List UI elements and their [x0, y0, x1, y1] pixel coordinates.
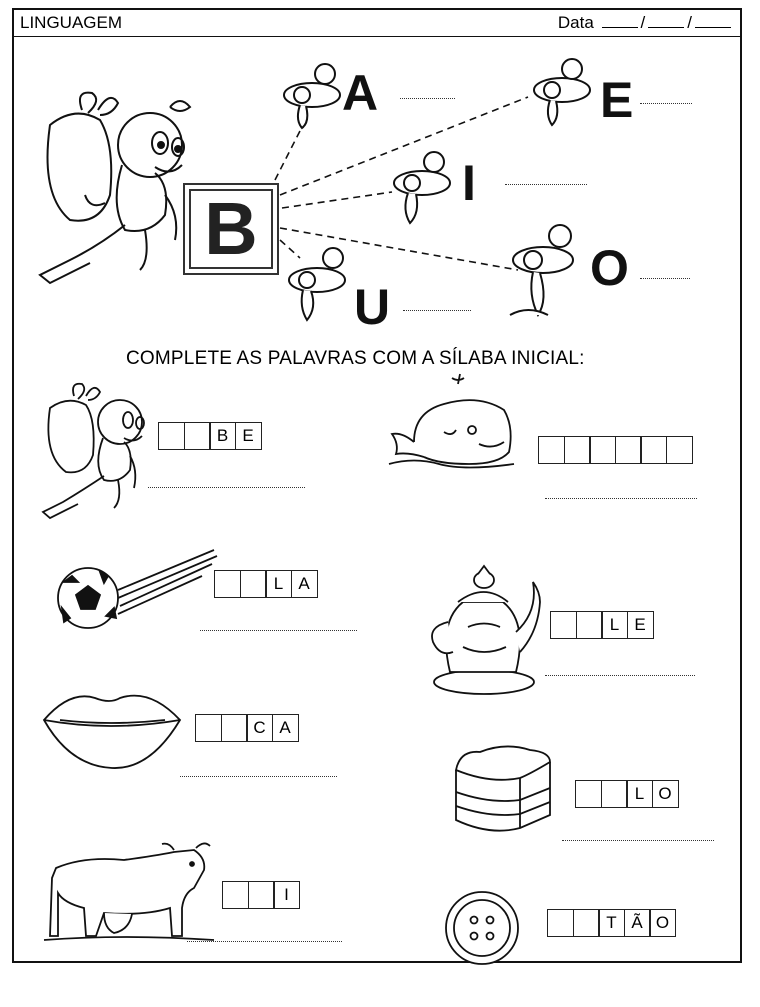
letter-box[interactable]	[538, 436, 565, 464]
vowel-a: A	[342, 65, 379, 121]
letter-box[interactable]	[214, 570, 241, 598]
letter-box[interactable]	[550, 611, 577, 639]
answer-line[interactable]	[187, 941, 342, 942]
button-icon	[442, 888, 532, 958]
letter-box[interactable]	[575, 780, 602, 808]
syllable-boxes	[550, 611, 652, 639]
pacifier-icon	[285, 242, 355, 322]
letter-box: B	[209, 422, 236, 450]
lips-icon	[40, 680, 190, 770]
syllable-boxes	[547, 909, 675, 937]
big-letter: B	[189, 189, 273, 269]
date-label: Data	[557, 13, 594, 32]
vowel-i: I	[462, 155, 476, 211]
letter-box: A	[291, 570, 318, 598]
letter-box: L	[601, 611, 628, 639]
letter-box[interactable]	[576, 611, 603, 639]
syllable-boxes	[575, 780, 677, 808]
answer-line[interactable]	[640, 278, 690, 279]
answer-line[interactable]	[148, 487, 305, 488]
letter-box[interactable]	[547, 909, 574, 937]
teapot-icon	[428, 562, 548, 702]
cake-icon	[450, 740, 560, 840]
letter-box[interactable]	[573, 909, 600, 937]
letter-box[interactable]	[240, 570, 267, 598]
pacifier-icon	[530, 55, 600, 125]
letter-box[interactable]	[222, 881, 249, 909]
answer-line[interactable]	[562, 840, 714, 841]
date-separator: /	[687, 13, 692, 32]
answer-line[interactable]	[180, 776, 337, 777]
letter-box[interactable]	[615, 436, 642, 464]
letter-box[interactable]	[184, 422, 211, 450]
whale-icon	[384, 372, 524, 472]
vowel-u: U	[354, 279, 391, 335]
letter-box[interactable]	[564, 436, 591, 464]
pacifier-icon	[390, 148, 460, 228]
pacifier-icon	[280, 60, 350, 130]
letter-box[interactable]	[589, 436, 616, 464]
letter-box: E	[627, 611, 654, 639]
syllable-boxes	[158, 422, 260, 450]
syllable-boxes	[538, 436, 691, 464]
baby-icon	[38, 380, 148, 520]
pacifier-icon	[508, 220, 588, 320]
letter-box: I	[273, 881, 300, 909]
instruction-text: COMPLETE AS PALAVRAS COM A SÍLABA INICIAL:	[126, 348, 585, 369]
answer-line[interactable]	[403, 310, 471, 311]
letter-box: Ã	[624, 909, 651, 937]
answer-line[interactable]	[400, 98, 455, 99]
ox-icon	[44, 838, 214, 948]
date-separator: /	[640, 13, 646, 32]
syllable-boxes	[195, 714, 297, 742]
vowel-o: O	[590, 240, 629, 296]
answer-line[interactable]	[505, 184, 587, 185]
letter-box: O	[652, 780, 679, 808]
letter-box: T	[598, 909, 625, 937]
answer-line[interactable]	[545, 675, 695, 676]
letter-box: L	[626, 780, 653, 808]
letter-box[interactable]	[248, 881, 275, 909]
letter-box[interactable]	[666, 436, 693, 464]
letter-box[interactable]	[221, 714, 248, 742]
answer-line[interactable]	[640, 103, 692, 104]
answer-line[interactable]	[200, 630, 357, 631]
syllable-boxes	[222, 881, 299, 909]
letter-box[interactable]	[158, 422, 185, 450]
answer-line[interactable]	[545, 498, 697, 499]
letter-box: C	[246, 714, 273, 742]
letter-box: E	[235, 422, 262, 450]
letter-box: L	[265, 570, 292, 598]
ball-icon	[52, 548, 222, 638]
vowel-e: E	[600, 72, 634, 128]
letter-box: O	[649, 909, 676, 937]
letter-box: A	[272, 714, 299, 742]
connector-lines	[0, 0, 760, 400]
letter-box[interactable]	[195, 714, 222, 742]
letter-box[interactable]	[601, 780, 628, 808]
letter-box[interactable]	[640, 436, 667, 464]
subject-title: LINGUAGEM	[20, 13, 123, 32]
syllable-boxes	[214, 570, 316, 598]
